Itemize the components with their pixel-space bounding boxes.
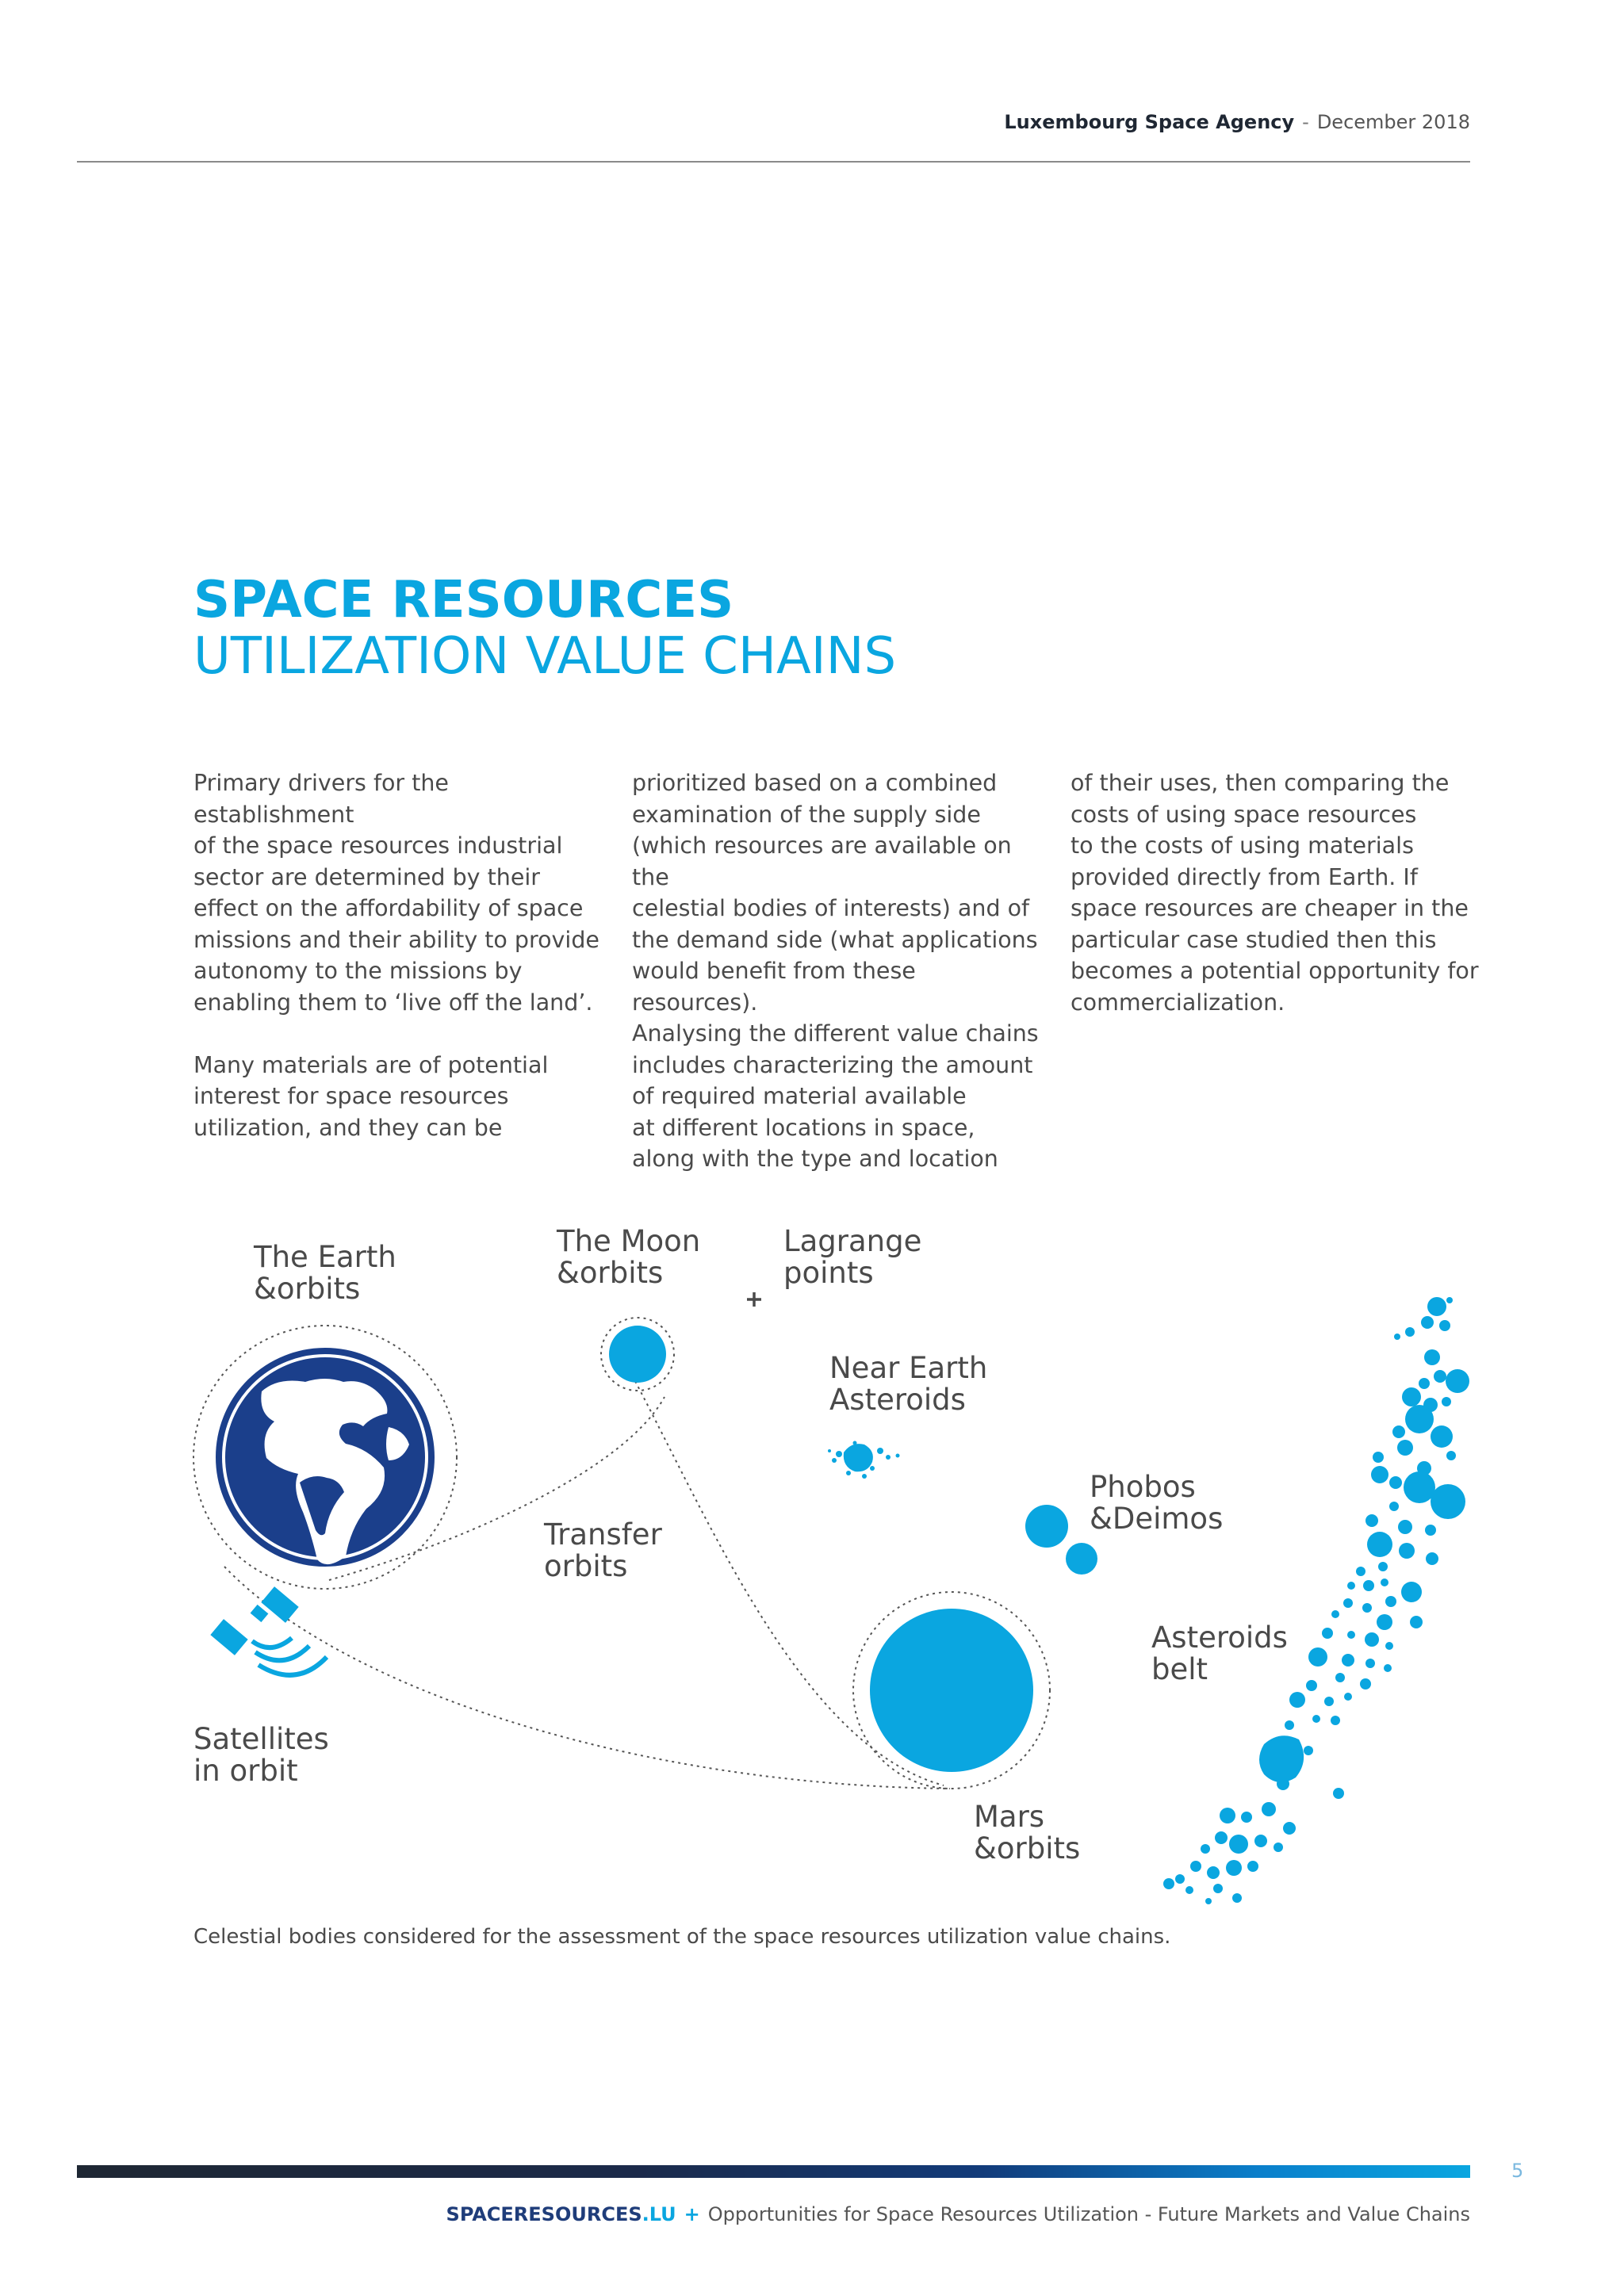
header-separator: - xyxy=(1302,111,1309,133)
body-paragraph: Primary drivers for the establishment of the space resources industrial sector are determined by their effect on the affordability of space missions and their ability to provide autonomy to the missions by enabling them to ‘live off the land’. xyxy=(193,770,599,1016)
body-paragraph: Many materials are of potential interest for space resources utilization, and they can be xyxy=(193,1051,549,1141)
satellite-icon xyxy=(210,1586,327,1675)
label-near-earth-asteroids: Near Earth Asteroids xyxy=(829,1351,988,1417)
earth-globe-icon xyxy=(219,1351,431,1564)
header-date: December 2018 xyxy=(1316,111,1470,133)
figure-caption: Celestial bodies considered for the assessment of the space resources utilization value chains. xyxy=(193,1925,1171,1949)
header-agency: Luxembourg Space Agency xyxy=(1004,111,1295,133)
asteroid-belt xyxy=(1163,1297,1469,1904)
page-title-line1: SPACE RESOURCES xyxy=(193,571,734,629)
label-satellites: Satellites in orbit xyxy=(193,1722,329,1788)
page-title-line2: UTILIZATION VALUE CHAINS xyxy=(193,627,897,686)
phobos-body xyxy=(1025,1505,1068,1548)
mars-body xyxy=(870,1609,1033,1772)
label-asteroids-belt: Asteroids belt xyxy=(1151,1621,1288,1686)
label-mars: Mars &orbits xyxy=(974,1800,1081,1866)
near-earth-asteroids xyxy=(828,1441,900,1479)
footer-plus: + xyxy=(684,2203,700,2225)
label-earth: The Earth &orbits xyxy=(254,1240,396,1306)
page-number: 5 xyxy=(1511,2160,1524,2182)
body-paragraph: prioritized based on a combined examination of the supply side (which resources are available on the celestial bodies of interests) and of the demand side (what applications would benefit from these resources). Analysing the different value chains includes characterizing the amount of required material available at different locations in space, along with the type and location xyxy=(632,770,1039,1172)
footer-brand xyxy=(446,2203,676,2225)
footer-brand-suffix: .LU xyxy=(642,2203,676,2225)
footer-gradient-bar xyxy=(77,2165,1470,2178)
page-footer xyxy=(446,2203,1470,2225)
label-transfer-orbits: Transfer orbits xyxy=(544,1517,662,1583)
label-moon: The Moon &orbits xyxy=(557,1224,701,1290)
moon-body xyxy=(609,1326,666,1383)
plus-icon xyxy=(747,1292,761,1307)
deimos-body xyxy=(1066,1543,1097,1575)
body-paragraph: of their uses, then comparing the costs of using space resources to the costs of using materials provided directly from Earth. If space resources are cheaper in the particular case studied then this becomes a potential opportunity for commercialization. xyxy=(1071,770,1479,1016)
label-phobos-deimos: Phobos &Deimos xyxy=(1090,1470,1224,1536)
label-lagrange: Lagrange points xyxy=(783,1224,922,1290)
footer-brand-main: SPACERESOURCES xyxy=(446,2203,642,2225)
footer-title: Opportunities for Space Resources Utilization - Future Markets and Value Chains xyxy=(707,2203,1470,2225)
earth-mars-transfer-orbit xyxy=(224,1567,950,1789)
